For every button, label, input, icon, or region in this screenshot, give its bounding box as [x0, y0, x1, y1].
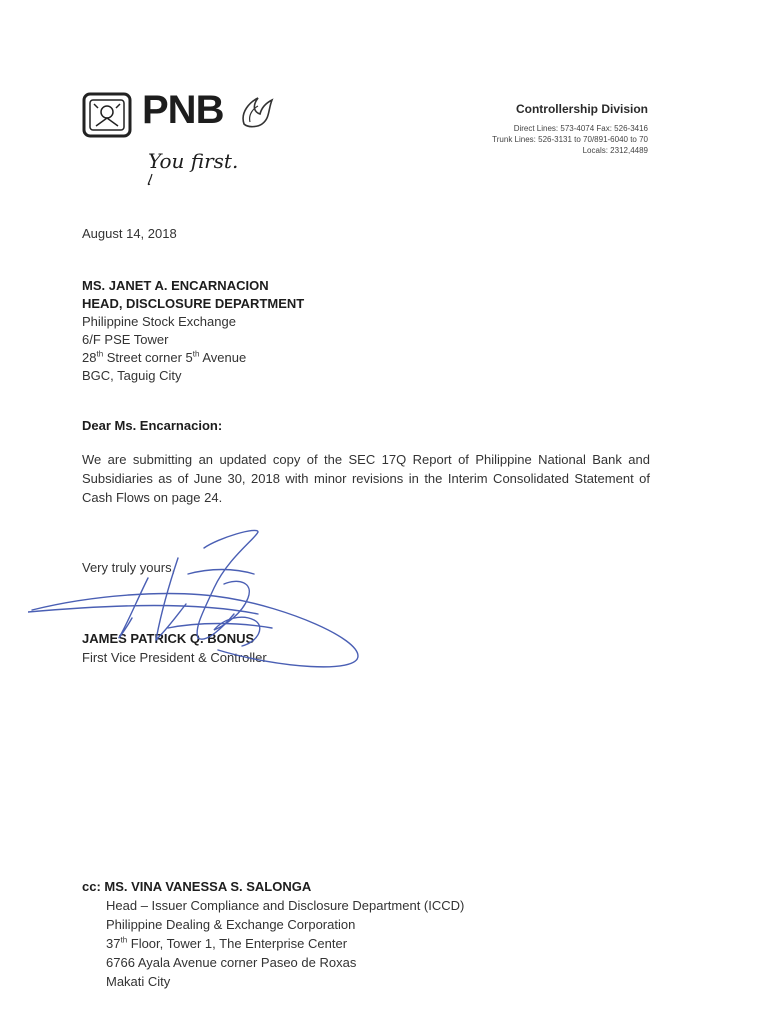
addressee-name: MS. JANET A. ENCARNACION: [82, 278, 269, 293]
salutation: Dear Ms. Encarnacion:: [82, 418, 223, 433]
signer-title: First Vice President & Controller: [82, 650, 267, 665]
contact-trunk: Trunk Lines: 526-3131 to 70/891-6040 to 70: [492, 135, 648, 144]
cc-street: 6766 Ayala Avenue corner Paseo de Roxas: [106, 955, 357, 970]
addressee-building: 6/F PSE Tower: [82, 332, 169, 347]
cc-org: Philippine Dealing & Exchange Corporation: [106, 917, 356, 932]
cc-floor: 37th Floor, Tower 1, The Enterprise Center: [106, 935, 348, 951]
addressee-block: [82, 277, 304, 385]
cc-title: Head – Issuer Compliance and Disclosure Department (ICCD): [106, 898, 465, 913]
cc-block: [82, 877, 464, 991]
letter-body: We are submitting an updated copy of the SEC 17Q Report of Philippine National Bank and Subsidiaries as of June 30, 2018 with minor revisions in the Interim Consolidated Statement of Cash Flows on page 24.: [82, 452, 650, 505]
closing: Very truly yours,: [82, 560, 176, 575]
flame-icon: [236, 94, 278, 130]
addressee-org: Philippine Stock Exchange: [82, 314, 236, 329]
signer-name: JAMES PATRICK Q. BONUS: [82, 631, 255, 646]
signer-block: [82, 629, 267, 667]
addressee-title: HEAD, DISCLOSURE DEPARTMENT: [82, 296, 305, 311]
cc-city: Makati City: [106, 974, 171, 989]
contact-locals: Locals: 2312,4489: [582, 146, 648, 155]
cc-recipient: cc: MS. VINA VANESSA S. SALONGA: [82, 879, 312, 894]
pnb-seal-icon: [82, 92, 132, 138]
svg-text:You first.: You first.: [148, 149, 239, 173]
pnb-logo: [82, 88, 292, 192]
addressee-city: BGC, Taguig City: [82, 368, 182, 383]
division-name: Controllership Division: [515, 102, 648, 116]
contact-direct: Direct Lines: 573-4074 Fax: 526-3416: [513, 124, 648, 133]
brand-name: PNB: [142, 88, 224, 132]
addressee-street: 28th Street corner 5th Avenue: [82, 349, 247, 365]
division-header: [492, 102, 648, 156]
tagline-script: [144, 140, 264, 188]
letter-date: August 14, 2018: [82, 226, 177, 241]
